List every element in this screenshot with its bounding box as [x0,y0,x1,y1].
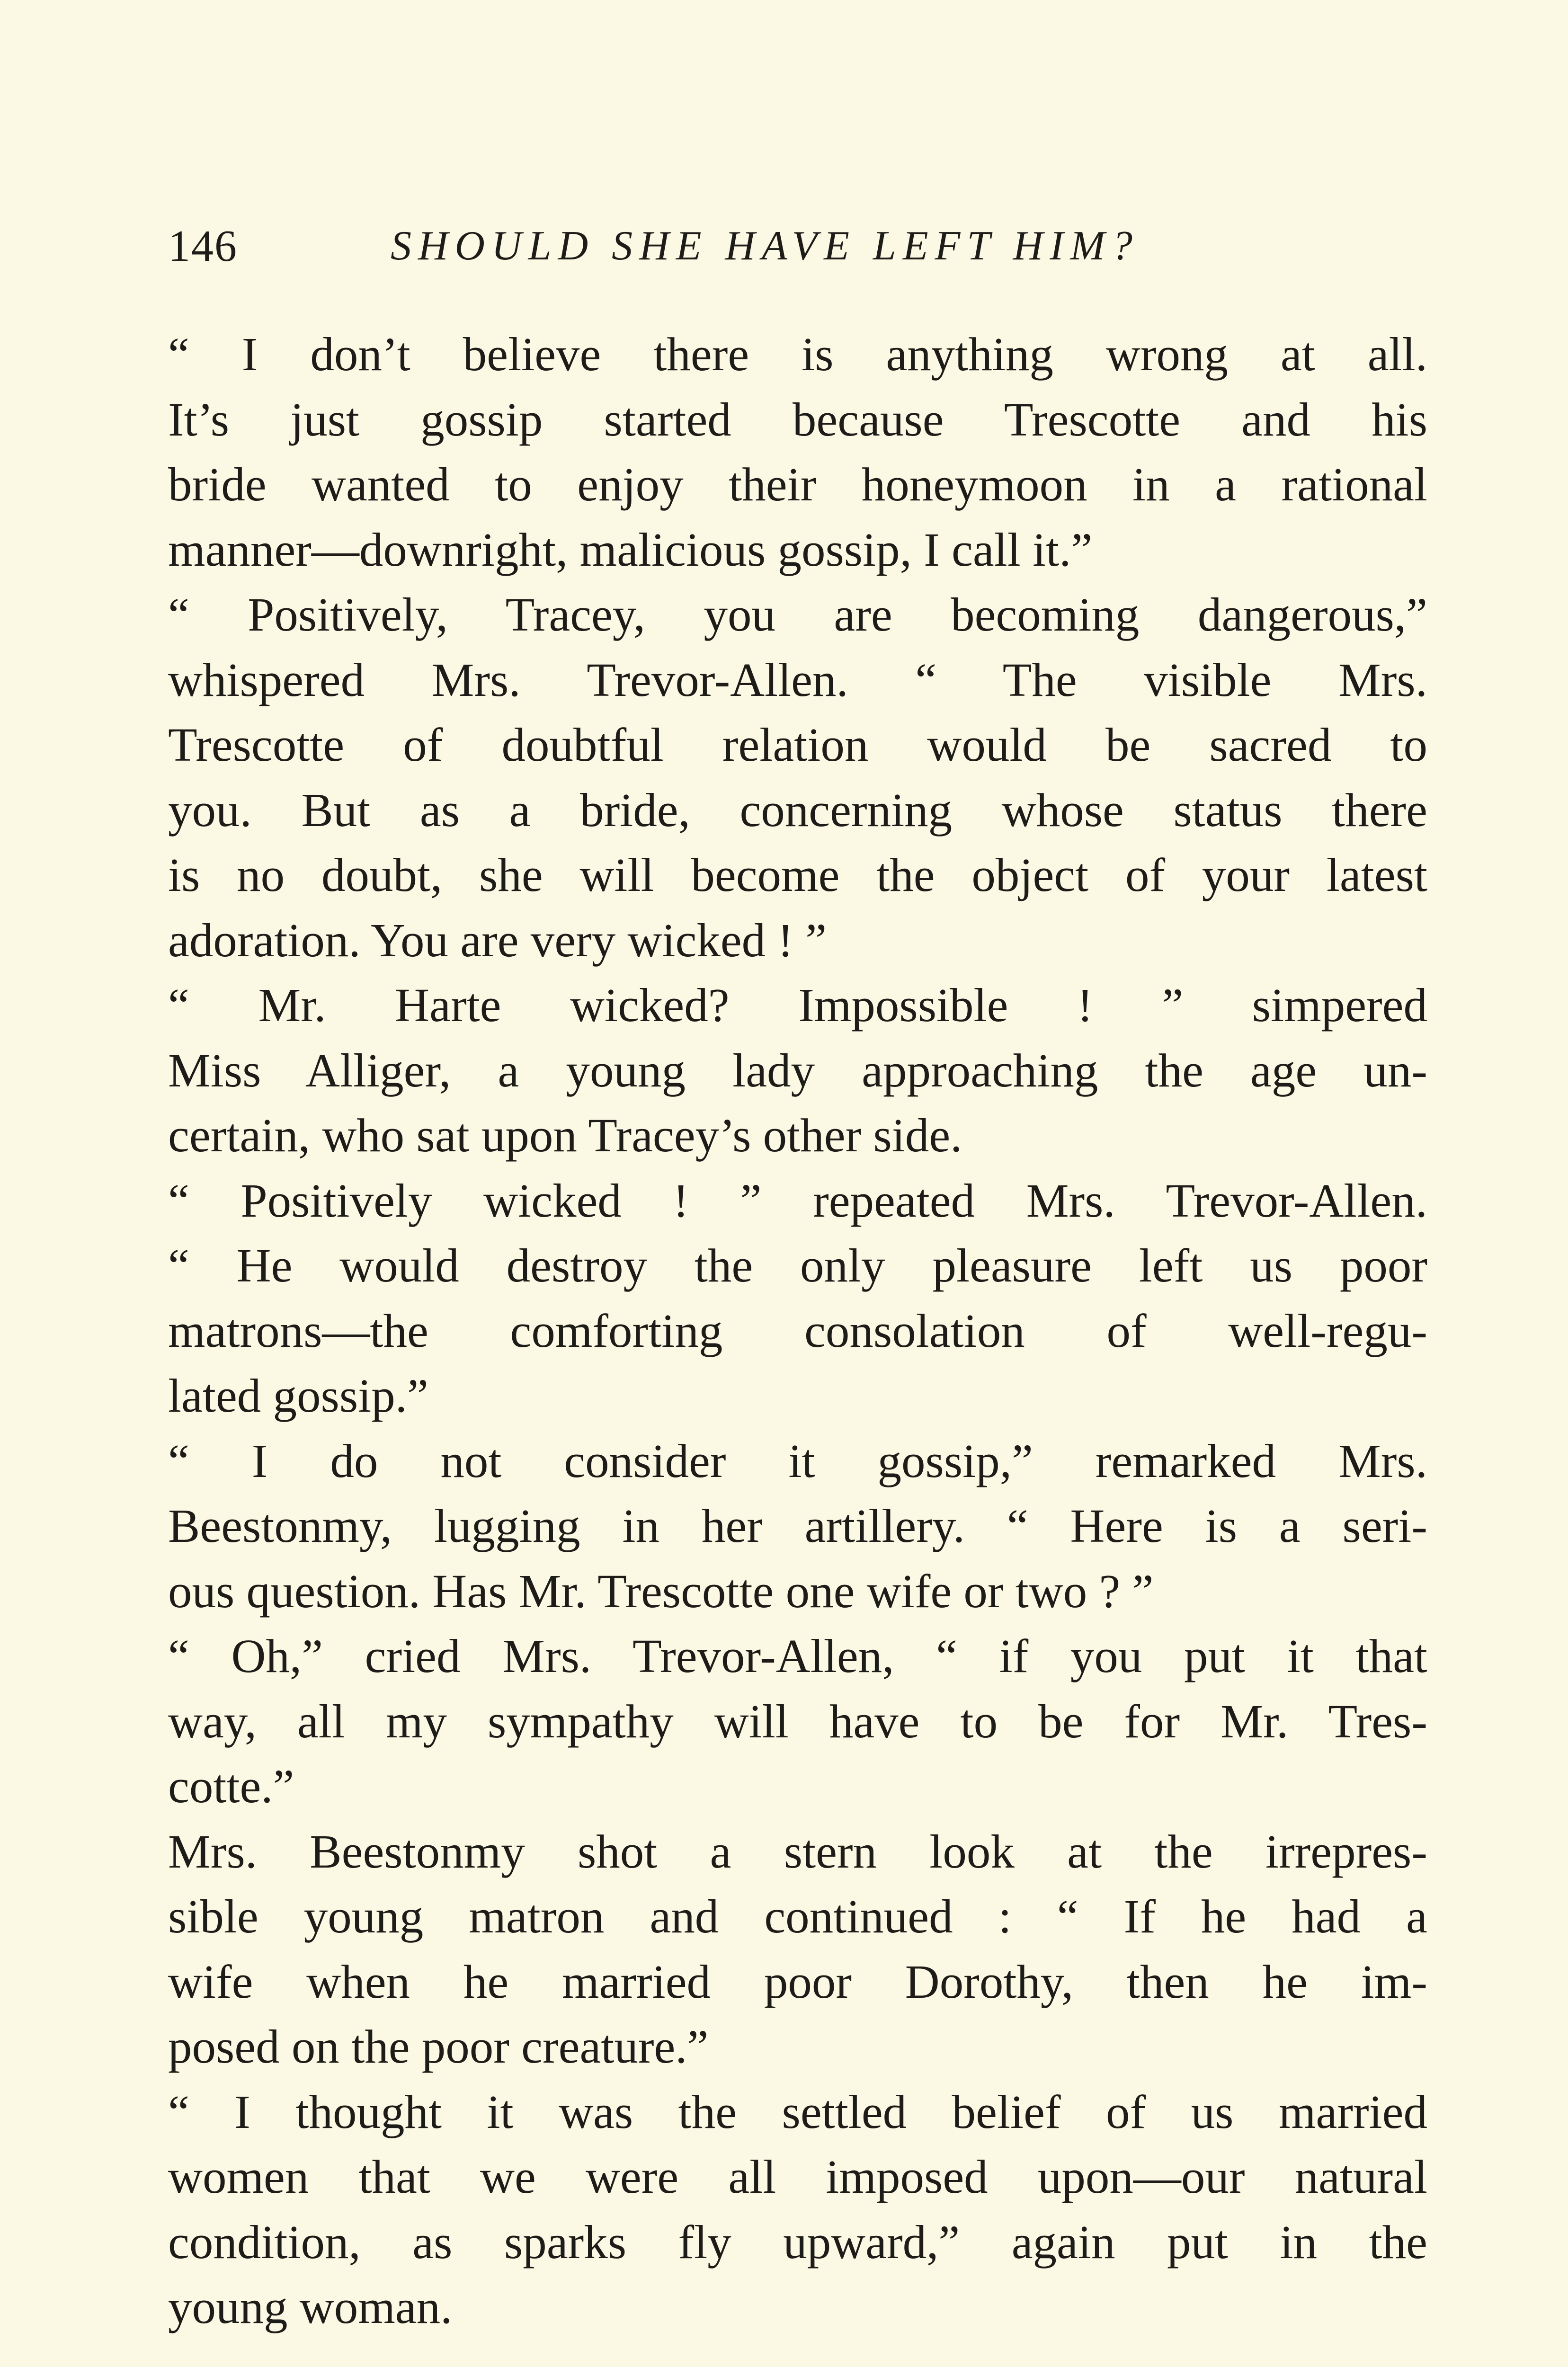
text-line: manner—downright, malicious gossip, I call it.” [168,523,1093,576]
page-number: 146 [168,222,238,271]
text-line: is no doubt, she will become the object of your latest [168,848,1427,901]
text-line: certain, who sat upon Tracey’s other side. [168,1109,962,1162]
text-line: Miss Alliger, a young lady approaching the age un- [168,1043,1427,1097]
text-line: “ I thought it was the settled belief of us married [168,2085,1427,2138]
text-line: Mrs. Beestonmy shot a stern look at the irrepres- [168,1824,1427,1878]
text-line: “ I don’t believe there is anything wrong at all. [168,328,1427,381]
running-title: SHOULD SHE HAVE LEFT HIM? [391,223,1139,269]
text-line: “ He would destroy the only pleasure left us poor [168,1239,1427,1292]
text-line: young woman. [168,2280,453,2333]
running-head [168,213,1432,279]
text-line: “ I do not consider it gossip,” remarked Mrs. [168,1434,1427,1487]
text-line: ous question. Has Mr. Trescotte one wife or two ? ” [168,1564,1154,1618]
text-line: Trescotte of doubtful relation would be sacred to [168,718,1427,771]
text-line: matrons—the comforting consolation of well-regu- [168,1304,1427,1357]
text-line: way, all my sympathy will have to be for Mr. Tres- [168,1694,1427,1748]
text-line: “ Mr. Harte wicked? Impossible ! ” simpered [168,979,1427,1032]
text-line: condition, as sparks fly upward,” again put in the [168,2215,1427,2269]
body-text [168,322,1427,2340]
text-line: posed on the poor creature.” [168,2020,709,2073]
text-line: lated gossip.” [168,1369,428,1422]
text-line: “ Positively, Tracey, you are becoming dangerous,” [168,588,1427,641]
text-line: wife when he married poor Dorothy, then he im- [168,1955,1427,2008]
text-line: “ Oh,” cried Mrs. Trevor-Allen, “ if you put it that [168,1629,1427,1682]
text-line: “ Positively wicked ! ” repeated Mrs. Trevor-Allen. [168,1174,1427,1227]
text-line: bride wanted to enjoy their honeymoon in a rational [168,458,1427,511]
text-line: It’s just gossip started because Trescotte and his [168,392,1427,446]
text-line: whispered Mrs. Trevor-Allen. “ The visible Mrs. [168,653,1427,706]
text-line: cotte.” [168,1760,294,1813]
text-line: women that we were all imposed upon—our natural [168,2150,1427,2203]
text-line: sible young matron and continued : “ If he had a [168,1890,1427,1943]
text-line: Beestonmy, lugging in her artillery. “ Here is a seri- [168,1499,1427,1552]
text-line: adoration. You are very wicked ! ” [168,913,827,967]
text-line: you. But as a bride, concerning whose status there [168,783,1427,836]
